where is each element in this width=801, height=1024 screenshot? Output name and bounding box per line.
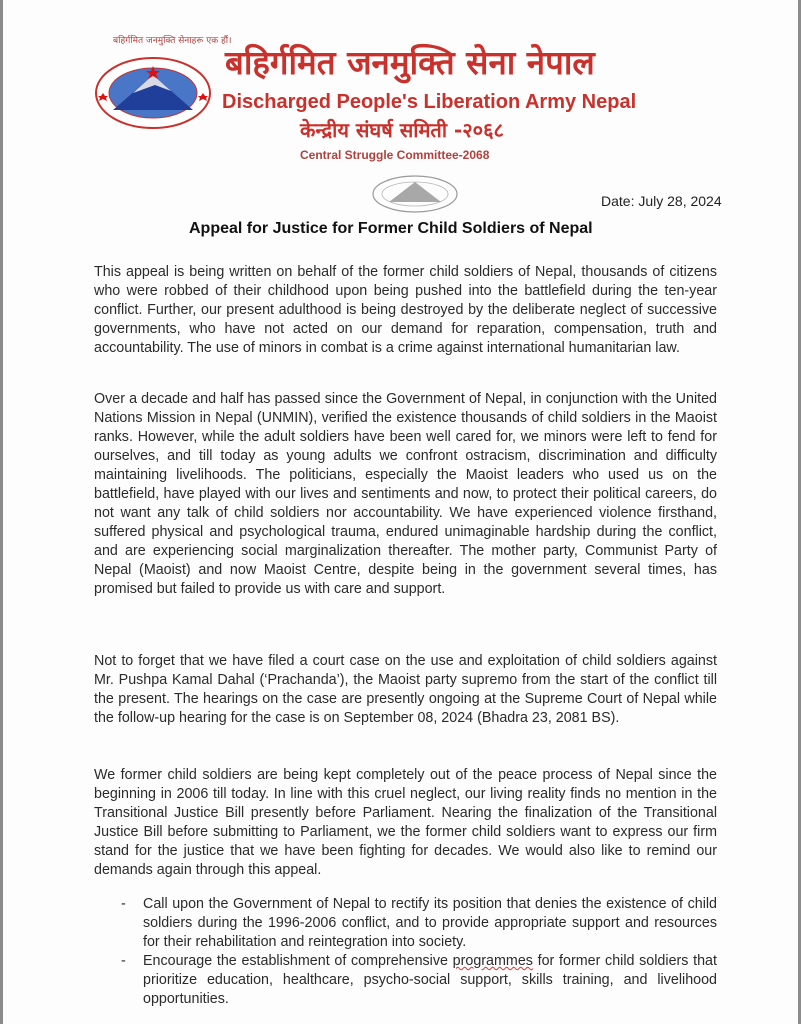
committee-name-nepali: केन्द्रीय संघर्ष समिती -२०६८ xyxy=(300,118,504,142)
list-bullet: - xyxy=(121,896,126,912)
letterhead-motto: बहिर्गमित जनमुक्ति सेनाहरू एक हौं। xyxy=(113,36,232,46)
seal-stamp-icon xyxy=(371,174,459,214)
document-title: Appeal for Justice for Former Child Soldiers of Nepal xyxy=(189,220,593,237)
organization-name-english: Discharged People's Liberation Army Nepal xyxy=(222,91,637,113)
paragraph-1: This appeal is being written on behalf of the former child soldiers of Nepal, thousands of citizens who were robbed of their childhood upon being pushed into the battlefield during the ten-year conflict. Further, our present adulthood is being destroyed by the deliberate neglect of successive governments, who have not acted on our demand for reparation, compensation, truth and accountability. The use of minors in combat is a crime against international humanitarian law. xyxy=(94,264,717,356)
paragraph-3: Not to forget that we have filed a court case on the use and exploitation of child soldiers against Mr. Pushpa Kamal Dahal (‘Prachanda’), the Maoist party supremo from the start of the conflict till the present. The hearings on the case are presently ongoing at the Supreme Court of Nepal while the follow-up hearing for the case is on September 08, 2024 (Bhadra 23, 2081 BS). xyxy=(94,653,717,726)
spellcheck-flagged-word[interactable]: programmes xyxy=(452,953,533,969)
demands-list xyxy=(121,895,717,1009)
document-page xyxy=(3,0,798,1024)
demand-text-before: Encourage the establishment of comprehensive xyxy=(143,953,453,969)
demand-item xyxy=(121,952,717,1009)
paragraph-2: Over a decade and half has passed since the Government of Nepal, in conjunction with the United Nations Mission in Nepal (UNMIN), verified the existence thousands of child soldiers in the Maoist ranks. However, while the adult soldiers have been well cared for, we minors were left to fend for ourselves, and till today as young adults we confront ostracism, discrimination and difficulty maintaining livelihoods. The politicians, especially the Maoist leaders who used us on the battlefield, have played with our lives and sentiments and now, to protect their political careers, do not want any talk of child soldiers nor accountability. We have experienced violence firsthand, suffered physical and psychological trauma, endured unimaginable hardship during the conflict, and are experiencing social marginalization thereafter. The mother party, Communist Party of Nepal (Maoist) and now Maoist Centre, despite being in the government several times, has promised but failed to provide us with care and support. xyxy=(94,391,717,597)
organization-logo-icon xyxy=(93,55,213,131)
demand-item xyxy=(121,895,717,952)
organization-name-nepali: बहिर्गमित जनमुक्ति सेना नेपाल xyxy=(225,43,595,82)
demand-text-after: for former child soldiers that prioritize education, healthcare, psycho-social support, skills training, and livelihood opportunities. xyxy=(143,953,717,1007)
demand-text: Call upon the Government of Nepal to rectify its position that denies the existence of child soldiers during the 1996-2006 conflict, and to provide appropriate support and resources for their rehabilitation and reintegration into society. xyxy=(143,896,717,950)
document-date: Date: July 28, 2024 xyxy=(601,193,722,209)
list-bullet: - xyxy=(121,953,126,969)
committee-name-english: Central Struggle Committee-2068 xyxy=(300,148,490,162)
paragraph-4: We former child soldiers are being kept completely out of the peace process of Nepal since the beginning in 2006 till today. In line with this cruel neglect, our living reality finds no mention in the Transitional Justice Bill presently before Parliament. Nearing the finalization of the Transitional Justice Bill before submitting to Parliament, we the former child soldiers want to express our firm stand for the justice that we have been fighting for decades. We would also like to remind our demands again through this appeal. xyxy=(94,767,717,878)
